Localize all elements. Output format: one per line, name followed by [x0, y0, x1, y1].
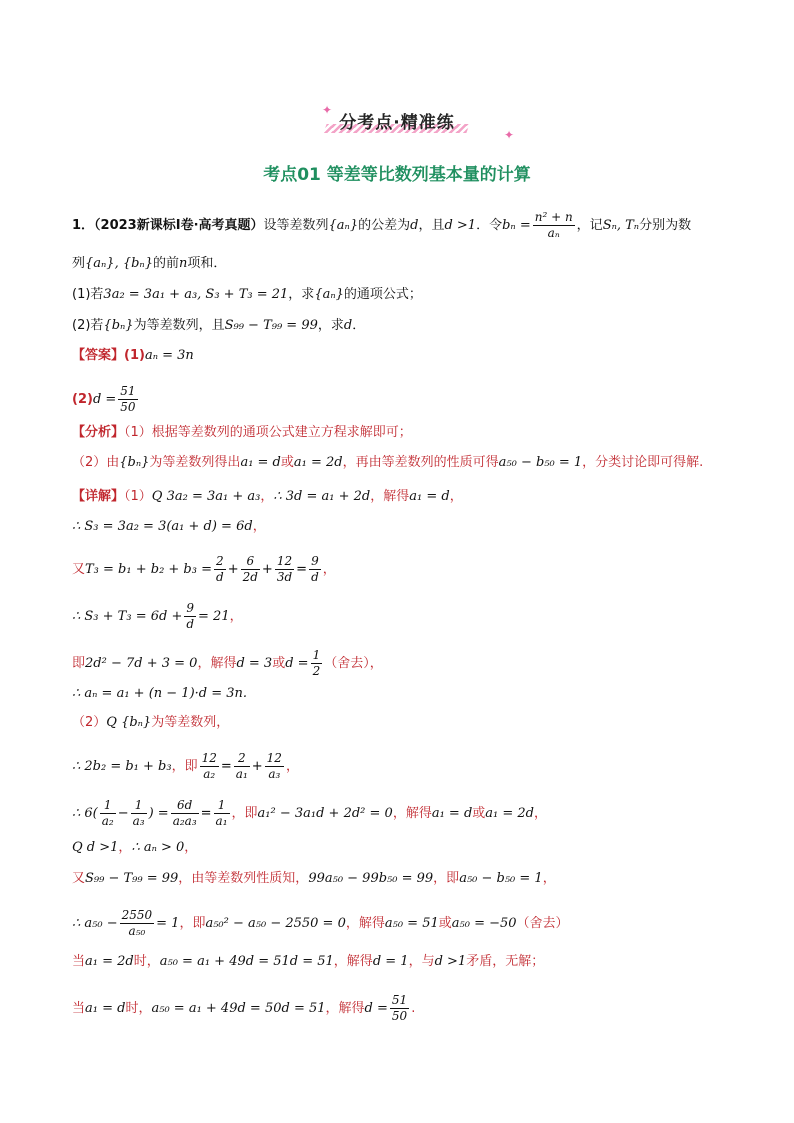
text: ，: [229, 609, 243, 624]
math: {bₙ}: [119, 455, 150, 470]
math: a₅₀ = a₁ + 49d = 51d = 51: [159, 954, 334, 969]
text: 时，: [133, 954, 160, 969]
fraction: $\frac{9}{d}$: [186, 601, 195, 631]
math: a₅₀ − b₅₀ = 1: [498, 455, 583, 470]
sparkle-icon: ✦: [322, 103, 333, 117]
text: （2）: [72, 715, 107, 730]
fraction: $\frac{51}{50}$: [391, 993, 408, 1023]
text: ，解得: [370, 489, 410, 504]
sparkle-icon: ✦: [504, 128, 515, 142]
text: ，: [118, 840, 132, 855]
detail-tag: 【详解】: [72, 489, 125, 504]
math: n: [179, 256, 188, 271]
math: T₃ = b₁ + b₂ + b₃ =: [85, 562, 212, 577]
text: 的前: [152, 256, 179, 271]
text: 时，: [125, 1001, 152, 1016]
math: ) =: [148, 806, 169, 821]
fraction: $\frac{6}{2d}$: [242, 554, 258, 584]
fraction: $\frac{6d}{\text{a₂a₃}}$: [172, 798, 197, 828]
math: ∴ 3d = a₁ + 2d: [273, 489, 371, 504]
text: 或: [272, 656, 286, 671]
math: a₁ = d: [431, 806, 473, 821]
math: a₁ = d: [409, 489, 450, 504]
fraction: $\frac{2550}{\text{a₅₀}}$: [121, 908, 153, 938]
detail-line-10: [72, 838, 197, 858]
operator: =: [220, 759, 232, 774]
text: 或: [438, 916, 452, 931]
math: {aₙ}, {bₙ}: [85, 256, 153, 271]
math: d = 1: [372, 954, 409, 969]
math: a₁ = d: [85, 1001, 126, 1016]
math: d =: [285, 656, 309, 671]
text: （舍去），: [324, 656, 383, 671]
answer-tag: 【答案】: [72, 348, 125, 363]
detail-line-6: [72, 684, 247, 704]
text: 的通项公式；: [343, 287, 422, 302]
text: 设等差数列: [263, 218, 329, 233]
fraction: $\frac{2}{\text{a₁}}$: [235, 751, 248, 781]
text: ，即: [231, 806, 258, 821]
fraction: $\frac{12}{\text{a₂}}$: [201, 751, 217, 781]
text: ，: [449, 489, 463, 504]
detail-line-7: [72, 713, 229, 733]
text: 为等差数列，且: [133, 318, 225, 333]
text: ，解得: [392, 806, 432, 821]
text: ，: [534, 806, 548, 821]
math: ∴ aₙ > 0: [131, 840, 185, 855]
text: ，求: [288, 287, 315, 302]
question-2: [72, 316, 365, 336]
math: d: [343, 318, 353, 333]
math: a₁ = 2d: [293, 455, 343, 470]
math: a₁ = d: [240, 455, 281, 470]
text: ，: [252, 519, 266, 534]
text: (2)若: [72, 318, 104, 333]
math: d =: [92, 392, 117, 407]
topic-title: 考点01 等差等比数列基本量的计算: [263, 165, 531, 185]
fraction: $\frac{1}{\text{a₁}}$: [215, 798, 228, 828]
math: d >1: [434, 954, 467, 969]
text: ，记: [576, 218, 603, 233]
detail-line-11: [72, 869, 556, 889]
text: 为等差数列得出: [149, 455, 241, 470]
math: S₉₉ − T₉₉ = 99: [224, 318, 318, 333]
math: d: [410, 218, 419, 233]
fraction: $\frac{1}{\text{a₂}}$: [101, 798, 114, 828]
math: = 21: [198, 609, 230, 624]
text: ．: [352, 318, 366, 333]
text: ．令: [476, 218, 503, 233]
text: ，解得: [325, 1001, 365, 1016]
math: {bₙ}: [103, 318, 134, 333]
text: （舍去）: [516, 916, 569, 931]
fraction: $\frac{1}{\text{a₃}}$: [132, 798, 145, 828]
text: (1)若: [72, 287, 104, 302]
text: ，即: [171, 759, 198, 774]
text: （1）根据等差数列的通项公式建立方程求解即可；: [124, 425, 412, 440]
math: bₙ =: [502, 218, 531, 233]
detail-line-14: [72, 993, 415, 1024]
fraction: $\frac{\text{n² + n}}{\text{aₙ}}$: [534, 210, 573, 240]
math: Q {bₙ}: [106, 715, 152, 730]
math: d >1: [444, 218, 477, 233]
text: 项和．: [187, 256, 227, 271]
text: ，分类讨论即可得解.: [582, 455, 704, 470]
math: a₅₀ = 51: [384, 916, 439, 931]
detail-line-5: [72, 648, 383, 679]
math: d = 3: [236, 656, 273, 671]
math: a₁² − 3a₁d + 2d² = 0: [257, 806, 393, 821]
detail-line-9: [72, 798, 547, 829]
math: 99a₅₀ − 99b₅₀ = 99: [308, 871, 434, 886]
math: = 1: [156, 916, 180, 931]
fraction: $\frac{51}{50}$: [120, 384, 136, 414]
text: ，解得: [333, 954, 373, 969]
problem-line-2: [72, 254, 226, 274]
operator: +: [251, 759, 263, 774]
text: 又: [72, 871, 86, 886]
text: ，由等差数列性质知，: [178, 871, 309, 886]
math: ∴ S₃ + T₃ = 6d +: [72, 609, 183, 624]
math: 3a₂ = 3a₁ + a₃, S₃ + T₃ = 21: [103, 287, 289, 302]
text: ，且: [418, 218, 445, 233]
detail-line-4: [72, 601, 243, 632]
math: ∴ aₙ = a₁ + (n − 1)·d = 3n.: [72, 686, 248, 701]
text: ，即: [433, 871, 460, 886]
math: Q d >1: [72, 840, 119, 855]
math: ∴ S₃ = 3a₂ = 3(a₁ + d) = 6d: [72, 519, 253, 534]
text: （1）: [124, 489, 152, 504]
fraction: $\frac{2}{d}$: [216, 554, 224, 584]
text: 又: [72, 562, 86, 577]
text: 即: [72, 656, 86, 671]
math: S₉₉ − T₉₉ = 99: [85, 871, 179, 886]
fraction: $\frac{9}{d}$: [311, 554, 319, 584]
text: ，再由等差数列的性质可得: [342, 455, 499, 470]
math: {aₙ}: [328, 218, 359, 233]
math: a₁ = 2d: [485, 806, 535, 821]
detail-line-13: [72, 952, 544, 972]
operator: =: [296, 562, 308, 577]
fraction: $\frac{12}{\text{a₃}}$: [266, 751, 282, 781]
text: ，解得: [197, 656, 237, 671]
text: 分别为数: [639, 218, 692, 233]
fraction: $\frac{1}{2}$: [312, 648, 321, 678]
problem-number: 1．: [72, 218, 95, 233]
analysis-tag: 【分析】: [72, 425, 125, 440]
text: ，即: [179, 916, 206, 931]
detail-line-1: [72, 487, 463, 507]
math: ∴ a₅₀ −: [72, 916, 118, 931]
math: ∴ 6(: [72, 806, 98, 821]
text: 当: [72, 954, 86, 969]
analysis-line-2: [72, 453, 703, 473]
math: a₅₀² − a₅₀ − 2550 = 0: [205, 916, 346, 931]
text: ，: [542, 871, 556, 886]
text: 或: [280, 455, 294, 470]
operator: +: [261, 562, 273, 577]
text: ，: [322, 562, 336, 577]
math: Sₙ, Tₙ: [602, 218, 640, 233]
math: a₅₀ − b₅₀ = 1: [459, 871, 543, 886]
detail-line-8: [72, 751, 299, 782]
math: a₅₀ = a₁ + 49d = 50d = 51: [151, 1001, 326, 1016]
text: （2）由: [72, 455, 120, 470]
detail-line-3: [72, 554, 336, 585]
math: a₅₀ = −50: [451, 916, 517, 931]
text: ，: [260, 489, 274, 504]
section-badge: [0, 106, 794, 135]
text: 矛盾，无解；: [466, 954, 545, 969]
text: ，解得: [345, 916, 385, 931]
math: ∴ 2b₂ = b₁ + b₃: [72, 759, 172, 774]
problem-line-1: [72, 210, 691, 241]
problem-source: （2023新课标Ⅰ卷·高考真题）: [94, 218, 264, 233]
math: Q 3a₂ = 3a₁ + a₃: [151, 489, 261, 504]
text: 列: [72, 256, 86, 271]
text: ，与: [408, 954, 435, 969]
fraction: $\frac{12}{3d}$: [276, 554, 293, 584]
text: 为等差数列，: [151, 715, 230, 730]
badge-title: 分考点·精准练: [339, 113, 455, 133]
text: ，求: [317, 318, 344, 333]
text: .: [411, 1001, 416, 1016]
math: {aₙ}: [314, 287, 344, 302]
text: 当: [72, 1001, 86, 1016]
question-1: [72, 285, 422, 305]
text: 的公差为: [358, 218, 411, 233]
text: (1): [124, 348, 145, 363]
detail-line-2: [72, 517, 266, 537]
text: (2): [72, 392, 93, 407]
operator: −: [117, 806, 129, 821]
detail-line-12: [72, 908, 569, 939]
answer-line-1: [72, 346, 194, 366]
operator: =: [200, 806, 212, 821]
math: aₙ = 3n: [144, 348, 194, 363]
operator: +: [227, 562, 239, 577]
math: 2d² − 7d + 3 = 0: [85, 656, 198, 671]
text: ，: [285, 759, 299, 774]
text: ，: [184, 840, 198, 855]
analysis-line-1: [72, 423, 412, 443]
answer-line-2: [72, 384, 140, 415]
math: a₁ = 2d: [85, 954, 134, 969]
text: 或: [472, 806, 486, 821]
math: d =: [364, 1001, 388, 1016]
